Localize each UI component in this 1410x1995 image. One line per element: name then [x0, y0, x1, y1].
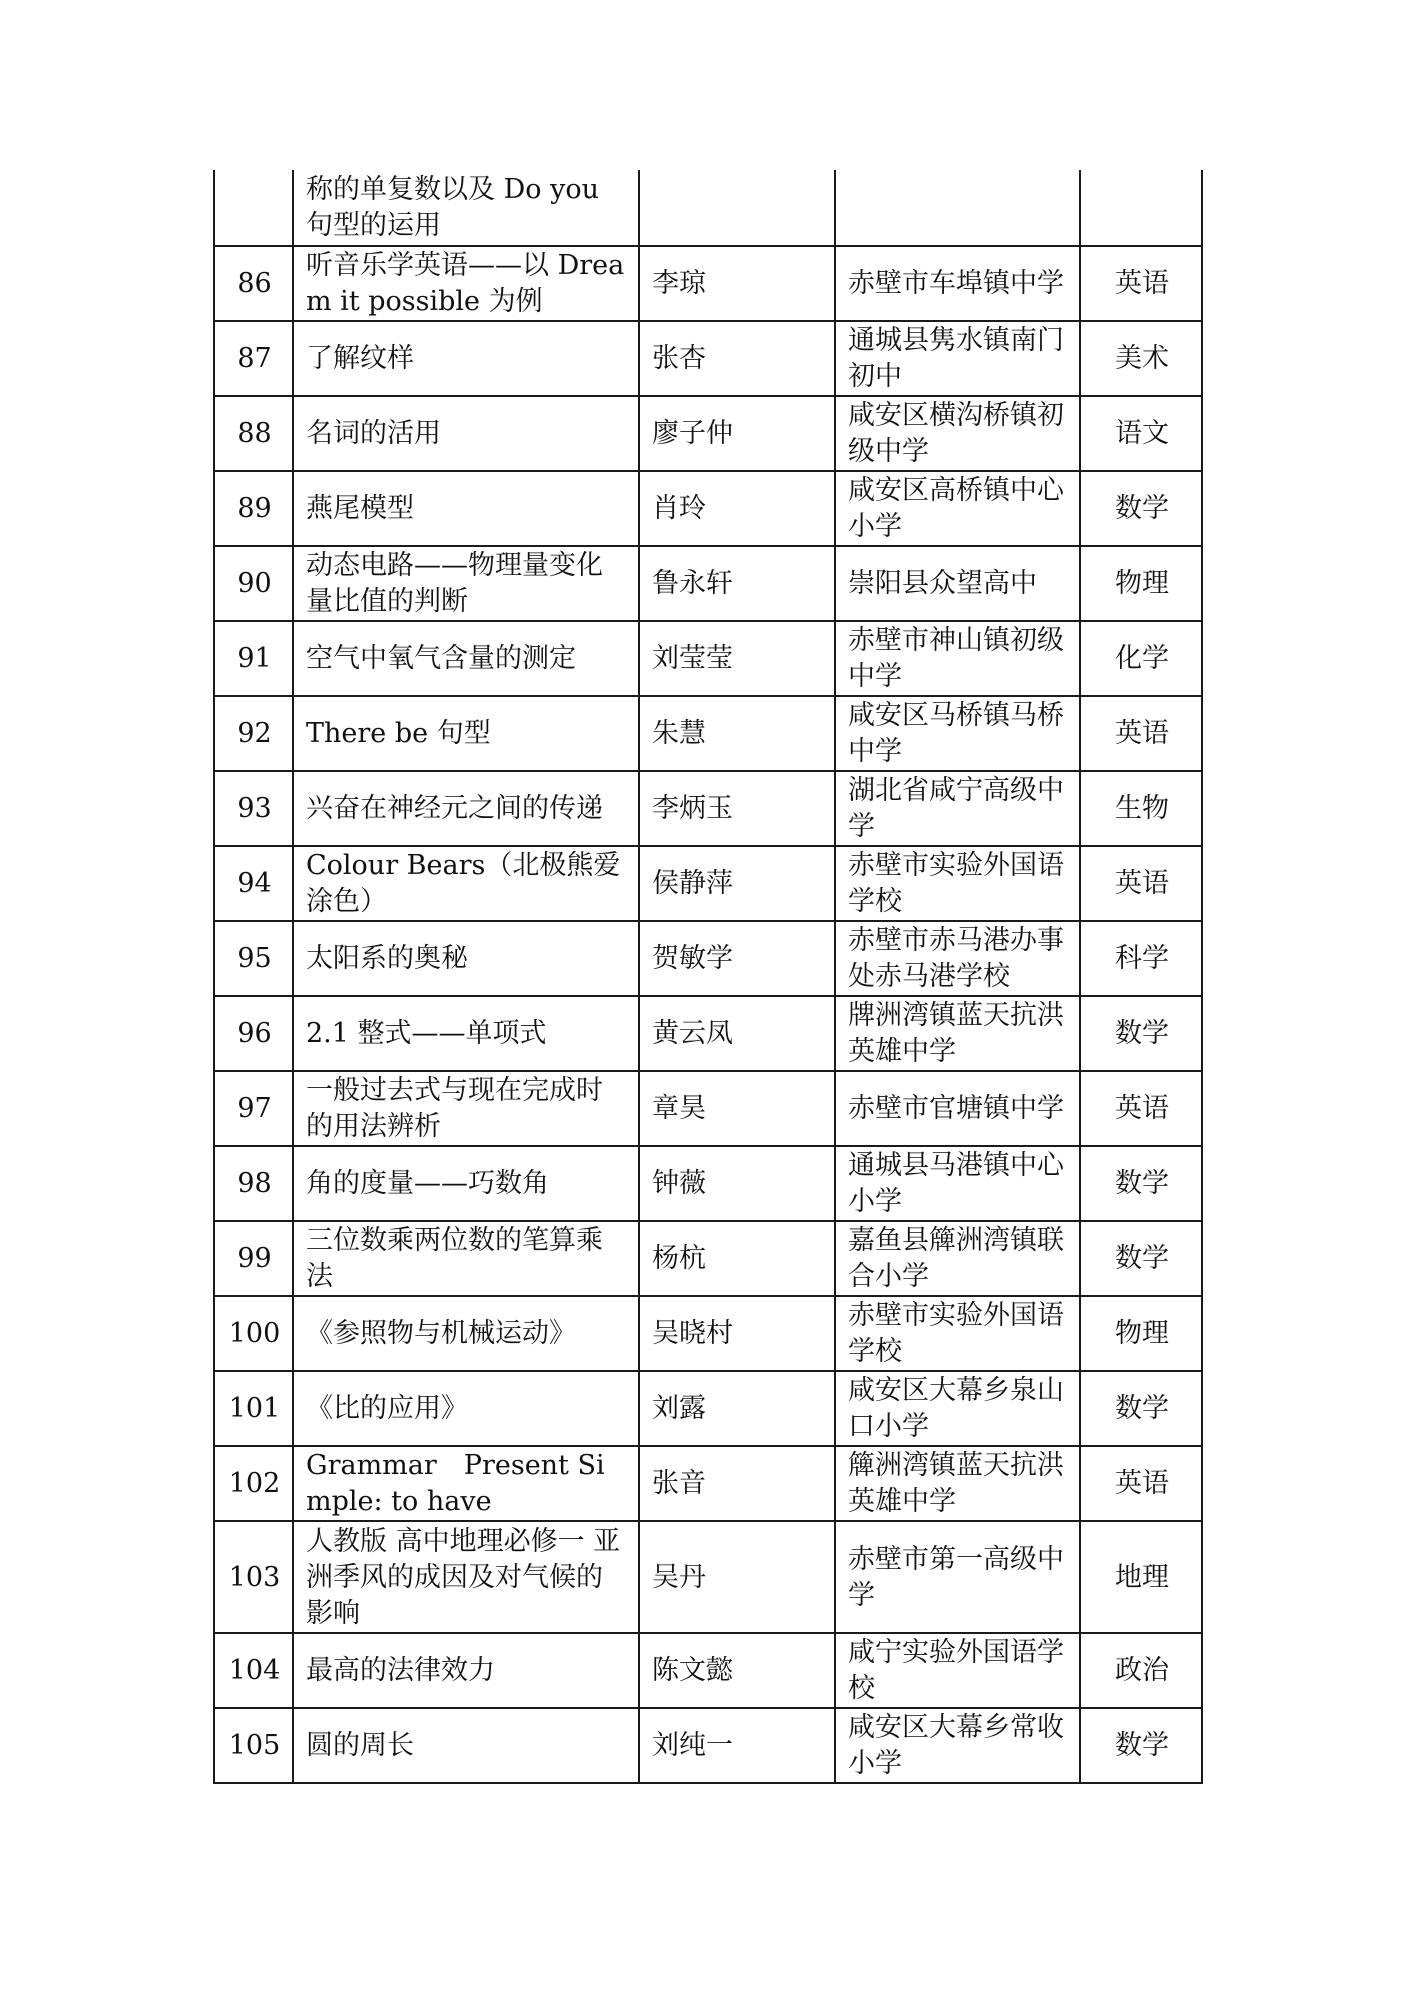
cell-title: 燕尾模型	[293, 471, 639, 546]
cell-teacher: 贺敏学	[639, 921, 835, 996]
cell-title: 了解纹样	[293, 321, 639, 396]
table-row	[214, 996, 1202, 1071]
cell-school: 咸宁实验外国语学校	[835, 1633, 1080, 1708]
table-row	[214, 321, 1202, 396]
cell-teacher: 朱慧	[639, 696, 835, 771]
cell-number: 93	[214, 771, 293, 846]
cell-title: Grammar Present Simple: to have	[293, 1446, 639, 1521]
table-body	[214, 170, 1202, 1783]
cell-school: 湖北省咸宁高级中学	[835, 771, 1080, 846]
table-row	[214, 1371, 1202, 1446]
cell-school: 赤壁市实验外国语学校	[835, 846, 1080, 921]
cell-number: 94	[214, 846, 293, 921]
cell-subject: 数学	[1080, 1708, 1202, 1783]
table-row-continued	[214, 170, 1202, 246]
cell-school: 赤壁市神山镇初级中学	[835, 621, 1080, 696]
cell-teacher: 侯静萍	[639, 846, 835, 921]
cell-subject: 生物	[1080, 771, 1202, 846]
cell-subject: 物理	[1080, 1296, 1202, 1371]
cell-teacher: 李炳玉	[639, 771, 835, 846]
cell-teacher: 张杏	[639, 321, 835, 396]
table-row	[214, 1446, 1202, 1521]
cell-title: 空气中氧气含量的测定	[293, 621, 639, 696]
table-row	[214, 621, 1202, 696]
cell-number: 97	[214, 1071, 293, 1146]
cell-school: 赤壁市车埠镇中学	[835, 246, 1080, 321]
cell-teacher: 杨杭	[639, 1221, 835, 1296]
cell-school: 赤壁市第一高级中学	[835, 1521, 1080, 1633]
cell-title: 动态电路——物理量变化量比值的判断	[293, 546, 639, 621]
cell-subject: 物理	[1080, 546, 1202, 621]
course-table	[213, 170, 1203, 1784]
cell-school: 赤壁市实验外国语学校	[835, 1296, 1080, 1371]
table-row	[214, 1521, 1202, 1633]
cell-title: 太阳系的奥秘	[293, 921, 639, 996]
cell-number: 86	[214, 246, 293, 321]
cell-teacher: 李琼	[639, 246, 835, 321]
cell-number: 100	[214, 1296, 293, 1371]
cell-teacher: 吴丹	[639, 1521, 835, 1633]
cell-title: There be 句型	[293, 696, 639, 771]
cell-subject: 数学	[1080, 1371, 1202, 1446]
cell-teacher: 黄云凤	[639, 996, 835, 1071]
cell-school: 嘉鱼县簰洲湾镇联合小学	[835, 1221, 1080, 1296]
cell-school: 咸安区大幕乡泉山口小学	[835, 1371, 1080, 1446]
table-row	[214, 1708, 1202, 1783]
cell-title: Colour Bears（北极熊爱涂色）	[293, 846, 639, 921]
cell-subject: 数学	[1080, 1221, 1202, 1296]
cell-number: 90	[214, 546, 293, 621]
table-row	[214, 846, 1202, 921]
cell-subject: 化学	[1080, 621, 1202, 696]
cell-teacher: 钟薇	[639, 1146, 835, 1221]
cell-title: 称的单复数以及 Do you 句型的运用	[293, 170, 639, 246]
cell-subject: 英语	[1080, 246, 1202, 321]
cell-subject: 英语	[1080, 846, 1202, 921]
cell-number: 103	[214, 1521, 293, 1633]
cell-number: 91	[214, 621, 293, 696]
cell-teacher: 刘露	[639, 1371, 835, 1446]
cell-teacher: 廖子仲	[639, 396, 835, 471]
cell-number: 101	[214, 1371, 293, 1446]
cell-title: 角的度量——巧数角	[293, 1146, 639, 1221]
table-row	[214, 1221, 1202, 1296]
table-row	[214, 471, 1202, 546]
cell-subject: 英语	[1080, 1446, 1202, 1521]
cell-title: 一般过去式与现在完成时的用法辨析	[293, 1071, 639, 1146]
cell-title: 2.1 整式——单项式	[293, 996, 639, 1071]
cell-title: 听音乐学英语——以 Dream it possible 为例	[293, 246, 639, 321]
cell-school: 咸安区高桥镇中心小学	[835, 471, 1080, 546]
table-row	[214, 1296, 1202, 1371]
cell-number	[214, 170, 293, 246]
cell-subject: 地理	[1080, 1521, 1202, 1633]
table-row	[214, 1146, 1202, 1221]
cell-subject: 数学	[1080, 996, 1202, 1071]
table-row	[214, 696, 1202, 771]
cell-number: 92	[214, 696, 293, 771]
cell-school: 赤壁市官塘镇中学	[835, 1071, 1080, 1146]
table-row	[214, 396, 1202, 471]
cell-subject: 语文	[1080, 396, 1202, 471]
cell-teacher: 陈文懿	[639, 1633, 835, 1708]
cell-title: 圆的周长	[293, 1708, 639, 1783]
cell-number: 95	[214, 921, 293, 996]
cell-school: 牌洲湾镇蓝天抗洪英雄中学	[835, 996, 1080, 1071]
cell-teacher: 章昊	[639, 1071, 835, 1146]
cell-title: 人教版 高中地理必修一 亚洲季风的成因及对气候的影响	[293, 1521, 639, 1633]
cell-title: 兴奋在神经元之间的传递	[293, 771, 639, 846]
cell-school: 通城县马港镇中心小学	[835, 1146, 1080, 1221]
cell-school: 赤壁市赤马港办事处赤马港学校	[835, 921, 1080, 996]
cell-school: 簰洲湾镇蓝天抗洪英雄中学	[835, 1446, 1080, 1521]
cell-teacher: 吴晓村	[639, 1296, 835, 1371]
cell-number: 102	[214, 1446, 293, 1521]
cell-subject: 数学	[1080, 471, 1202, 546]
cell-number: 88	[214, 396, 293, 471]
cell-subject: 英语	[1080, 1071, 1202, 1146]
cell-number: 96	[214, 996, 293, 1071]
table-row	[214, 246, 1202, 321]
table-row	[214, 1071, 1202, 1146]
cell-teacher: 肖玲	[639, 471, 835, 546]
cell-subject: 英语	[1080, 696, 1202, 771]
cell-teacher	[639, 170, 835, 246]
cell-title: 三位数乘两位数的笔算乘法	[293, 1221, 639, 1296]
cell-number: 99	[214, 1221, 293, 1296]
cell-number: 98	[214, 1146, 293, 1221]
cell-number: 89	[214, 471, 293, 546]
cell-teacher: 刘纯一	[639, 1708, 835, 1783]
table-row	[214, 921, 1202, 996]
cell-school: 咸安区横沟桥镇初级中学	[835, 396, 1080, 471]
cell-subject: 科学	[1080, 921, 1202, 996]
cell-school: 咸安区马桥镇马桥中学	[835, 696, 1080, 771]
cell-title: 最高的法律效力	[293, 1633, 639, 1708]
cell-teacher: 鲁永轩	[639, 546, 835, 621]
cell-school: 崇阳县众望高中	[835, 546, 1080, 621]
cell-subject: 美术	[1080, 321, 1202, 396]
cell-title: 名词的活用	[293, 396, 639, 471]
table-row	[214, 546, 1202, 621]
cell-subject: 数学	[1080, 1146, 1202, 1221]
cell-number: 104	[214, 1633, 293, 1708]
cell-subject: 政治	[1080, 1633, 1202, 1708]
cell-number: 105	[214, 1708, 293, 1783]
cell-school	[835, 170, 1080, 246]
cell-school: 咸安区大幕乡常收小学	[835, 1708, 1080, 1783]
table-row	[214, 1633, 1202, 1708]
cell-title: 《比的应用》	[293, 1371, 639, 1446]
cell-teacher: 刘莹莹	[639, 621, 835, 696]
cell-title: 《参照物与机械运动》	[293, 1296, 639, 1371]
table-row	[214, 771, 1202, 846]
cell-school: 通城县隽水镇南门初中	[835, 321, 1080, 396]
cell-subject	[1080, 170, 1202, 246]
cell-number: 87	[214, 321, 293, 396]
cell-teacher: 张音	[639, 1446, 835, 1521]
